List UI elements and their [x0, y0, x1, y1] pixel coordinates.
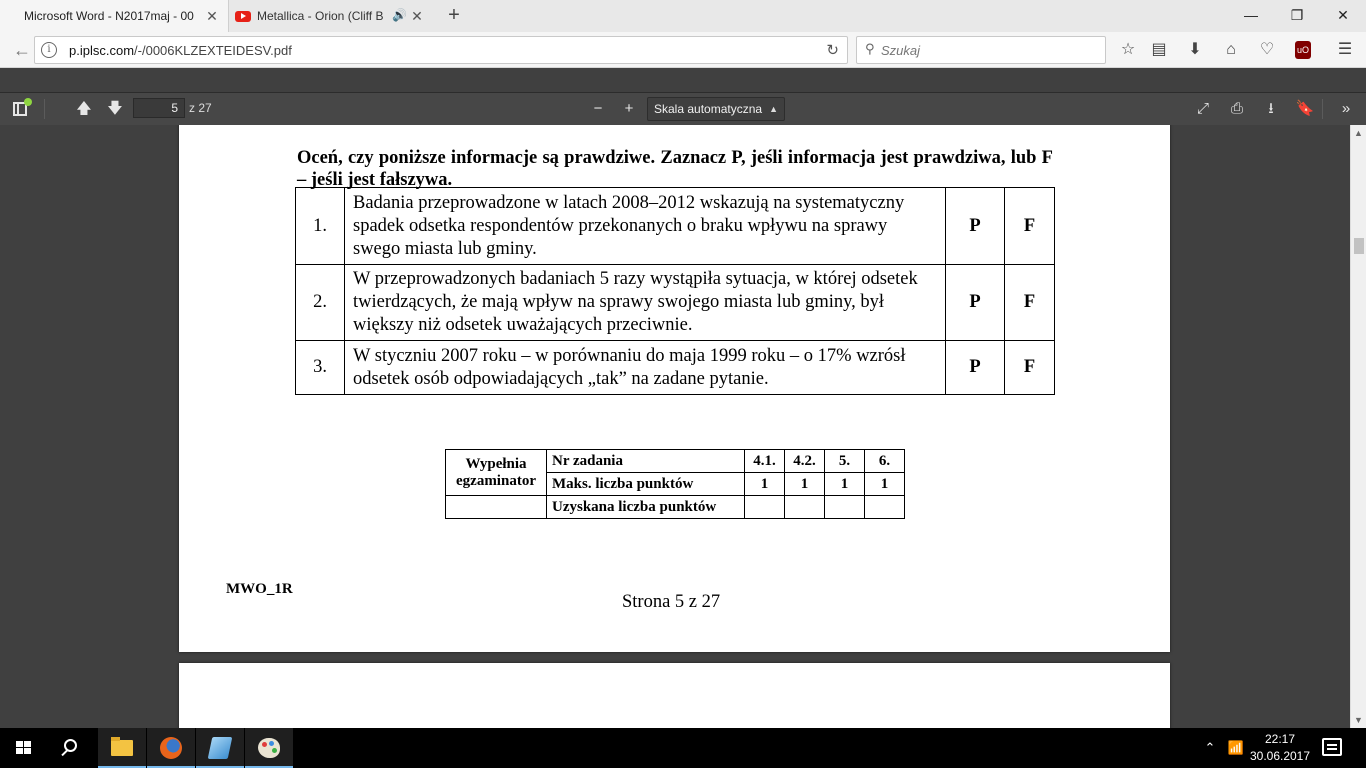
- windows-logo-icon: [16, 741, 32, 755]
- max-points: 1: [785, 473, 825, 496]
- firefox-button[interactable]: [147, 728, 195, 768]
- firefox-icon: [160, 737, 182, 759]
- true-false-table: [295, 187, 1055, 395]
- table-row: [446, 450, 905, 473]
- maximize-button[interactable]: ❐: [1290, 7, 1304, 23]
- examiner-label: Wypełnia egzaminator: [446, 450, 547, 496]
- vertical-scrollbar[interactable]: [1350, 125, 1366, 728]
- page-number-input[interactable]: [133, 98, 185, 118]
- statement-text: Badania przeprowadzone w latach 2008–2012 wskazują na systematyczny spadek odsetka respondentów przekonanych o braku wpływu na sprawy swego miasta lub gminy.: [345, 188, 946, 265]
- start-button[interactable]: [0, 728, 48, 768]
- max-points-label: Maks. liczba punktów: [547, 473, 745, 496]
- close-tab-icon[interactable]: ✕: [206, 8, 218, 24]
- option-f[interactable]: F: [1005, 265, 1055, 341]
- pdf-page: [179, 125, 1170, 652]
- back-button[interactable]: ←: [13, 40, 31, 60]
- zoom-out-button[interactable]: −: [593, 100, 603, 117]
- tab-metallica[interactable]: [229, 0, 433, 32]
- obtained-points: [825, 496, 865, 519]
- tab-title: Metallica - Orion (Cliff B: [257, 9, 384, 23]
- tools-button[interactable]: »: [1341, 100, 1351, 117]
- menu-icon[interactable]: ☰: [1337, 41, 1353, 58]
- url-text[interactable]: p.iplsc.com/-/0006KLZEXTEIDESV.pdf: [69, 43, 292, 58]
- ublock-icon[interactable]: uO: [1295, 41, 1311, 59]
- scroll-up-icon[interactable]: ▲: [1354, 128, 1363, 138]
- search-button[interactable]: [48, 728, 96, 768]
- folder-icon: [111, 740, 133, 756]
- time: 22:17: [1264, 732, 1296, 746]
- date: 30.06.2017: [1249, 749, 1311, 763]
- site-info-icon[interactable]: i: [41, 42, 57, 58]
- scroll-thumb[interactable]: [1354, 238, 1364, 254]
- option-p[interactable]: P: [946, 341, 1005, 395]
- task-number: 4.2.: [785, 450, 825, 473]
- download-button[interactable]: ⭳: [1268, 100, 1274, 117]
- divider: [1322, 99, 1323, 119]
- max-points: 1: [745, 473, 785, 496]
- speaker-icon[interactable]: 🔊: [392, 8, 407, 22]
- statement-text: W styczniu 2007 roku – w porównaniu do maja 1999 roku – o 17% wzrósł odsetek osób odpowiadających „tak” na zadane pytanie.: [345, 341, 946, 395]
- home-icon[interactable]: ⌂: [1226, 41, 1236, 58]
- statement-text: W przeprowadzonych badaniach 5 razy wystąpiła sytuacja, w której odsetek twierdzących, że mają wpływ na sprawy swojego miasta lub gminy, był większy niż odsetek uważających przeciwnie.: [345, 265, 946, 341]
- previous-page-button[interactable]: 🡅: [76, 100, 92, 117]
- url-bar[interactable]: [34, 36, 848, 64]
- max-points: 1: [825, 473, 865, 496]
- reader-app-button[interactable]: [196, 728, 244, 768]
- bookmark-button[interactable]: 🔖: [1295, 100, 1315, 117]
- palette-icon: [258, 738, 280, 758]
- clock[interactable]: [1248, 731, 1312, 765]
- taskbar: [0, 728, 1366, 768]
- bookmark-star-icon[interactable]: ☆: [1120, 41, 1136, 58]
- search-icon: [64, 739, 77, 752]
- pdf-viewer[interactable]: [0, 125, 1350, 728]
- divider: [44, 99, 45, 119]
- dropdown-arrow-icon: ▲: [769, 104, 778, 114]
- notification-dot: [24, 98, 32, 106]
- wifi-icon[interactable]: 📶: [1227, 740, 1245, 755]
- exam-code: MWO_1R: [226, 581, 293, 597]
- task-instruction: Oceń, czy poniższe informacje są prawdziwe. Zaznacz P, jeśli informacja jest prawdziwa, lub F – jeśli jest fałszywa.: [297, 148, 1053, 190]
- task-number: 4.1.: [745, 450, 785, 473]
- close-tab-icon[interactable]: ✕: [411, 8, 423, 24]
- examiner-cell: [446, 496, 547, 519]
- max-points: 1: [865, 473, 905, 496]
- scroll-down-icon[interactable]: ▼: [1354, 715, 1363, 725]
- obtained-points: [785, 496, 825, 519]
- presentation-mode-button[interactable]: ⤢: [1196, 100, 1209, 117]
- reading-list-icon[interactable]: ▤: [1151, 41, 1167, 58]
- zoom-select[interactable]: Skala automatyczna ▲: [647, 97, 785, 121]
- new-tab-button[interactable]: +: [448, 4, 460, 26]
- next-page-button[interactable]: 🡇: [107, 100, 123, 117]
- downloads-icon[interactable]: ⬇: [1188, 41, 1202, 58]
- youtube-icon: [235, 11, 251, 22]
- task-number: 6.: [865, 450, 905, 473]
- option-p[interactable]: P: [946, 265, 1005, 341]
- option-f[interactable]: F: [1005, 341, 1055, 395]
- table-row: [446, 496, 905, 519]
- option-f[interactable]: F: [1005, 188, 1055, 265]
- search-input[interactable]: [881, 41, 1096, 59]
- minimize-button[interactable]: —: [1244, 7, 1258, 23]
- search-bar[interactable]: [856, 36, 1106, 64]
- zoom-in-button[interactable]: +: [624, 100, 634, 117]
- obtained-points: [745, 496, 785, 519]
- tab-title: Microsoft Word - N2017maj - 00: [24, 9, 194, 23]
- obtained-points: [865, 496, 905, 519]
- table-row: [296, 341, 1055, 395]
- search-icon: ⚲: [865, 41, 875, 56]
- toggle-sidebar-button[interactable]: [10, 98, 32, 120]
- statement-number: 1.: [296, 188, 345, 265]
- pdf-page-next: [179, 663, 1170, 728]
- reload-icon[interactable]: ↻: [826, 42, 839, 59]
- tab-word-pdf[interactable]: [0, 0, 229, 32]
- tab-strip: [0, 0, 1366, 32]
- close-window-button[interactable]: ✕: [1337, 7, 1349, 23]
- task-number-label: Nr zadania: [547, 450, 745, 473]
- print-button[interactable]: ⎙: [1230, 100, 1243, 117]
- table-row: [296, 265, 1055, 341]
- score-table: [445, 449, 905, 519]
- table-row: [296, 188, 1055, 265]
- page-footer: Strona 5 z 27: [622, 592, 721, 612]
- page-count: z 27: [189, 101, 212, 115]
- action-center-icon[interactable]: [1322, 738, 1342, 756]
- task-number: 5.: [825, 450, 865, 473]
- show-hidden-icons-icon[interactable]: ⌃: [1204, 740, 1216, 755]
- book-icon: [208, 737, 233, 759]
- paint-button[interactable]: [245, 728, 293, 768]
- pocket-icon[interactable]: ♡: [1259, 41, 1275, 58]
- pdf-toolbar: [0, 92, 1366, 125]
- statement-number: 3.: [296, 341, 345, 395]
- file-explorer-button[interactable]: [98, 728, 146, 768]
- obtained-points-label: Uzyskana liczba punktów: [547, 496, 745, 519]
- statement-number: 2.: [296, 265, 345, 341]
- option-p[interactable]: P: [946, 188, 1005, 265]
